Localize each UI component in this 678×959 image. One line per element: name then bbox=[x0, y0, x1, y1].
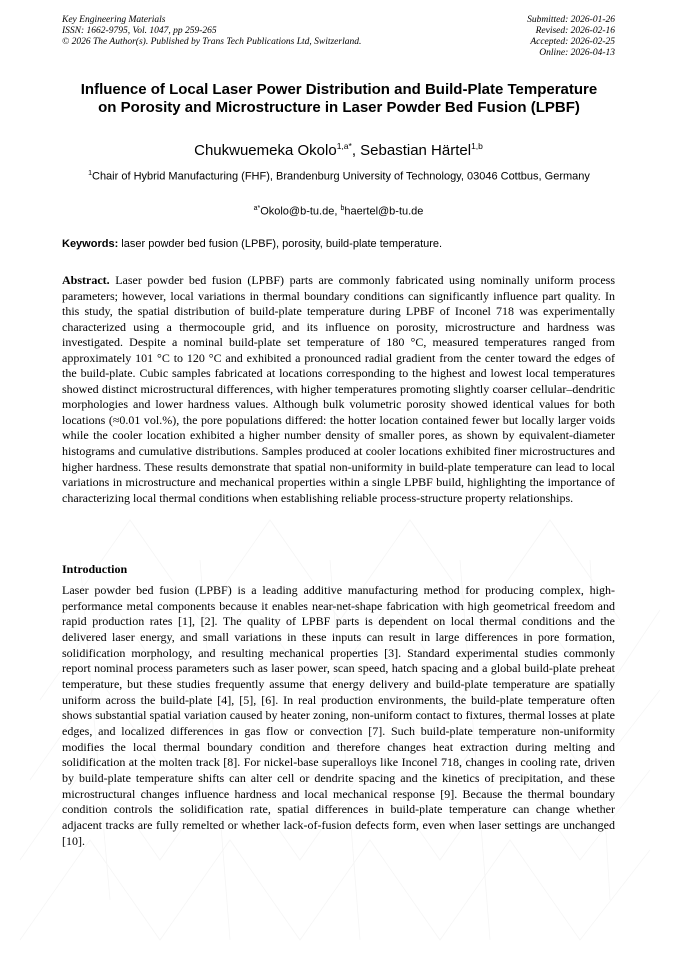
keywords-text: laser powder bed fusion (LPBF), porosity, build-plate temperature. bbox=[118, 238, 443, 250]
date-submitted: Submitted: 2026-01-26 bbox=[527, 15, 615, 25]
author-separator: , bbox=[351, 142, 361, 159]
journal-info bbox=[62, 15, 361, 48]
email-link[interactable]: haertel@b-tu.de bbox=[344, 205, 424, 218]
email-separator: , bbox=[334, 205, 341, 218]
author-affiliation bbox=[80, 167, 598, 184]
keywords bbox=[62, 238, 615, 250]
author-list bbox=[62, 141, 615, 159]
journal-issn: ISSN: 1662-9795, Vol. 1047, pp 259-265 bbox=[62, 26, 217, 36]
section-heading-introduction: Introduction bbox=[62, 562, 128, 576]
abstract-label: Abstract. bbox=[62, 273, 110, 287]
paper-title: Influence of Local Laser Power Distribution and Build-Plate Temperature on Porosity and Microstructure in Laser Powder Bed Fusion (LPBF) bbox=[80, 81, 598, 116]
affiliation-text: Chair of Hybrid Manufacturing (FHF), Brandenburg University of Technology, 03046 Cottbus, Germany bbox=[92, 170, 590, 183]
keywords-label: Keywords: bbox=[62, 238, 119, 250]
author-affiliation-mark: 1,b bbox=[471, 141, 483, 151]
date-accepted: Accepted: 2026-02-25 bbox=[530, 37, 615, 47]
email-mark: b bbox=[340, 205, 345, 212]
author-name: Chukwuemeka Okolo bbox=[194, 142, 337, 159]
date-online: Online: 2026-04-13 bbox=[539, 48, 615, 58]
journal-name: Key Engineering Materials bbox=[62, 15, 166, 25]
author-affiliation-mark: 1,a* bbox=[336, 141, 352, 151]
introduction-body: Laser powder bed fusion (LPBF) is a leading additive manufacturing method for producing complex, high-performance metal components because it enables near-net-shape fabrication with high geometrical freedom and rapid production rates [1], [2]. The quality of LPBF parts is dependent on local thermal conditions and the delivered laser energy, and small variations in these inputs can result in large differences in pore formation, solidification morphology, and resulting mechanical properties [3]. Standard experimental studies commonly report nominal process parameters such as laser power, scan speed, hatch spacing and a global build-plate preheat temperature, but these studies frequently assume that energy delivery and build-plate temperature are spatially uniform across the build-plate [4], [5], [6]. In real production environments, the build-plate temperature often shows substantial spatial variation caused by heater zoning, non-uniform contact to fixtures, thermal losses at plate edges, and localized differences in gas flow or convection [7]. Such build-plate temperature non-uniformity modifies the local thermal boundary condition and therefore changes heat extraction during melting and solidification at the molten track [8]. For nickel-base superalloys like Inconel 718, changes in cooling rate, driven by build-plate temperature shifts can alter cell or dendrite spacing and the kinetics of precipitation, and these microstructural changes influence hardness and local mechanical response [9]. Because the thermal boundary condition controls the solidification rate, spatial differences in build-plate temperature can change whether adjacent tracks are fully remelted or whether lack-of-fusion defects form, even when laser settings are unchanged [10]. bbox=[62, 583, 615, 848]
author-emails bbox=[62, 205, 615, 218]
abstract-text: Laser powder bed fusion (LPBF) parts are commonly fabricated using nominally uniform process parameters; however, local variations in thermal boundary conditions can significantly influence part quality. In this study, the spatial distribution of build-plate temperature during LPBF of Inconel 718 was experimentally characterized using a thermocouple grid, and its influence on porosity, microstructure and hardness was investigated. Despite a nominal build-plate set temperature of 180 °C, measured temperatures ranged from approximately 101 °C to 120 °C and exhibited a pronounced radial gradient from the center toward the edges of the build-plate. Cubic samples fabricated at locations corresponding to the highest and lowest local temperatures showed distinct microstructural differences, with higher temperatures promoting slightly coarser cellular–dendritic morphologies and lower hardness values. Although bulk volumetric porosity showed identical values for both locations (≈0.01 vol.%), the pore populations differed: the hotter location contained fewer but locally larger voids while the cooler location exhibited a higher number density of smaller pores, as shown by equivalent-diameter histograms and cumulative distributions. Samples produced at cooler locations exhibited finer microstructures and higher hardness. These results demonstrate that spatial non-uniformity in build-plate temperature can lead to local variations in microstructure and mechanical properties within a single LPBF build, highlighting the importance of characterizing local thermal conditions when establishing reliable process-structure property relationships. bbox=[62, 273, 615, 505]
email-mark: a* bbox=[253, 205, 261, 212]
copyright-notice: © 2026 The Author(s). Published by Trans Tech Publications Ltd, Switzerland. bbox=[62, 37, 362, 47]
email-link[interactable]: Okolo@b-tu.de bbox=[260, 205, 335, 218]
date-revised: Revised: 2026-02-16 bbox=[535, 26, 615, 36]
abstract bbox=[62, 273, 615, 506]
affiliation-mark: 1 bbox=[88, 170, 92, 177]
author-name: Sebastian Härtel bbox=[360, 142, 472, 159]
publication-dates bbox=[527, 15, 615, 59]
journal-header bbox=[62, 15, 615, 63]
